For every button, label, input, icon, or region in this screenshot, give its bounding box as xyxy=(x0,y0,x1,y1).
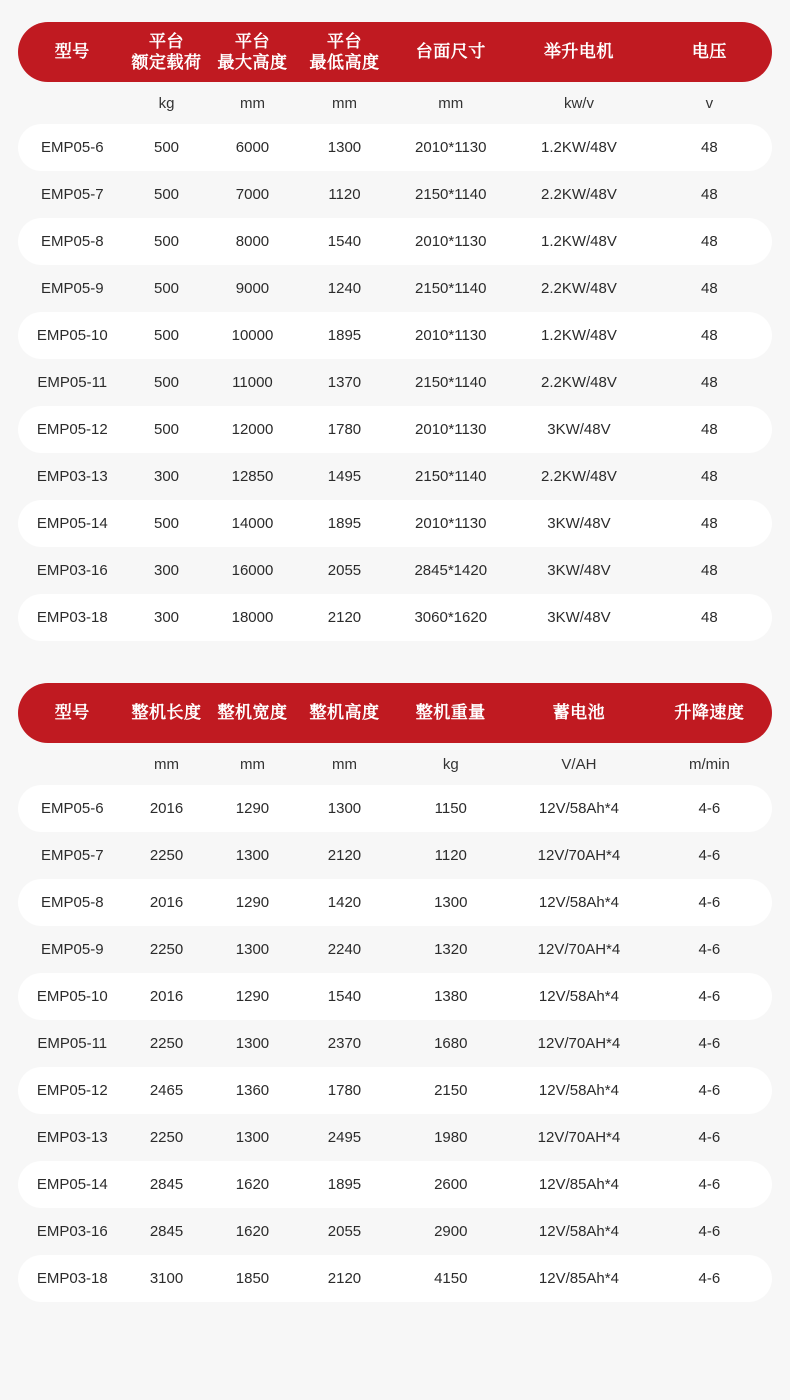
table-row xyxy=(18,926,772,973)
unit-cell: mm xyxy=(154,755,180,773)
data-cell: 12850 xyxy=(231,468,274,485)
data-cell: 2600 xyxy=(390,1161,511,1208)
column-header xyxy=(647,22,772,82)
data-cell: 48 xyxy=(701,562,718,579)
column-header xyxy=(127,683,207,743)
data-cell: 2495 xyxy=(327,1129,362,1146)
column-header xyxy=(18,683,127,743)
data-cell: 2250 xyxy=(149,847,184,864)
unit-cell: V/AH xyxy=(561,755,597,773)
tables-container xyxy=(18,22,772,1302)
model-cell: EMP03-13 xyxy=(36,1129,108,1146)
unit-cell: kg xyxy=(158,94,175,112)
column-header xyxy=(511,683,647,743)
column-header-line2: 额定载荷 xyxy=(131,53,202,72)
column-header-line1: 平台 xyxy=(326,31,362,51)
unit-cell: kw/v xyxy=(563,94,594,112)
data-cell: 48 xyxy=(701,374,718,391)
data-cell: 2150*1140 xyxy=(415,186,487,203)
data-cell: 1300 xyxy=(235,1035,270,1052)
data-cell: 2120 xyxy=(298,594,390,641)
table-row xyxy=(18,973,772,1020)
data-cell: 500 xyxy=(127,500,207,547)
data-cell: 8000 xyxy=(206,218,298,265)
data-cell: 2240 xyxy=(327,941,362,958)
data-cell: 2010*1130 xyxy=(390,312,511,359)
data-cell: 48 xyxy=(647,500,772,547)
model-cell: EMP03-18 xyxy=(18,1255,127,1302)
data-cell: 12V/58Ah*4 xyxy=(511,879,647,926)
data-cell: 1300 xyxy=(390,879,511,926)
model-cell: EMP05-14 xyxy=(18,1161,127,1208)
model-cell: EMP05-8 xyxy=(18,218,127,265)
column-header-line1: 举升电机 xyxy=(543,42,614,62)
data-cell: 18000 xyxy=(206,594,298,641)
data-cell: 12V/58Ah*4 xyxy=(511,973,647,1020)
data-cell: 14000 xyxy=(206,500,298,547)
data-cell: 48 xyxy=(647,594,772,641)
data-cell: 1540 xyxy=(298,973,390,1020)
data-cell: 1620 xyxy=(206,1161,298,1208)
table-row xyxy=(18,1255,772,1302)
table-header-row xyxy=(18,683,772,743)
data-cell: 2055 xyxy=(327,1223,362,1240)
data-cell: 1320 xyxy=(434,941,468,958)
data-cell: 1420 xyxy=(298,879,390,926)
unit-cell: v xyxy=(705,94,714,112)
data-cell: 500 xyxy=(154,374,180,391)
data-cell: 2250 xyxy=(149,1035,184,1052)
column-header xyxy=(298,683,390,743)
data-cell: 3KW/48V xyxy=(511,500,647,547)
model-cell: EMP05-9 xyxy=(41,941,104,958)
data-cell: 1370 xyxy=(327,374,362,391)
model-cell: EMP05-14 xyxy=(18,500,127,547)
data-cell: 2.2KW/48V xyxy=(541,280,617,297)
model-cell: EMP05-7 xyxy=(41,186,104,203)
table-row xyxy=(18,1020,772,1067)
table-row xyxy=(18,547,772,594)
data-cell: 12V/58Ah*4 xyxy=(511,785,647,832)
data-cell: 2845 xyxy=(127,1161,207,1208)
column-header-line1: 台面尺寸 xyxy=(415,42,486,62)
data-cell: 1495 xyxy=(327,468,362,485)
table-row xyxy=(18,785,772,832)
column-header xyxy=(511,22,647,82)
data-cell: 2.2KW/48V xyxy=(541,468,617,485)
table-row xyxy=(18,832,772,879)
machine-spec-table-grid xyxy=(18,683,772,1302)
model-cell: EMP05-10 xyxy=(18,973,127,1020)
data-cell: 1120 xyxy=(328,186,361,203)
data-cell: 4-6 xyxy=(698,1223,721,1240)
table-row xyxy=(18,171,772,218)
data-cell: 6000 xyxy=(206,124,298,171)
column-header-line1: 整机高度 xyxy=(309,703,380,723)
data-cell: 1540 xyxy=(298,218,390,265)
column-header-line1: 平台 xyxy=(149,31,185,51)
data-cell: 2010*1130 xyxy=(390,406,511,453)
column-header-line1: 整机宽度 xyxy=(217,703,288,723)
table-row xyxy=(18,1067,772,1114)
unit-cell: mm xyxy=(331,94,357,112)
data-cell: 3060*1620 xyxy=(390,594,511,641)
model-cell: EMP05-7 xyxy=(41,847,104,864)
column-header-line2: 最大高度 xyxy=(217,53,288,72)
data-cell: 12V/70AH*4 xyxy=(537,1035,621,1052)
data-cell: 4-6 xyxy=(698,1035,721,1052)
data-cell: 2845*1420 xyxy=(414,562,488,579)
unit-cell xyxy=(18,743,127,785)
data-cell: 2150*1140 xyxy=(415,280,487,297)
data-cell: 1300 xyxy=(298,124,390,171)
unit-row xyxy=(18,82,772,124)
data-cell: 2900 xyxy=(434,1223,468,1240)
data-cell: 1240 xyxy=(327,280,362,297)
data-cell: 4-6 xyxy=(647,973,772,1020)
data-cell: 1620 xyxy=(235,1223,270,1240)
data-cell: 2055 xyxy=(327,562,362,579)
data-cell: 2010*1130 xyxy=(390,500,511,547)
table-row xyxy=(18,265,772,312)
column-header xyxy=(127,22,207,82)
model-cell: EMP03-16 xyxy=(36,562,108,579)
machine-spec-table xyxy=(18,683,772,1302)
table-row xyxy=(18,218,772,265)
data-cell: 4-6 xyxy=(698,847,721,864)
data-cell: 10000 xyxy=(206,312,298,359)
column-header-line1: 型号 xyxy=(54,703,90,723)
unit-row xyxy=(18,743,772,785)
column-header-line1: 升降速度 xyxy=(674,703,745,723)
data-cell: 2465 xyxy=(127,1067,207,1114)
data-cell: 4-6 xyxy=(647,1067,772,1114)
column-header xyxy=(390,22,511,82)
data-cell: 1850 xyxy=(206,1255,298,1302)
data-cell: 500 xyxy=(127,312,207,359)
table-row xyxy=(18,500,772,547)
platform-spec-table xyxy=(18,22,772,641)
data-cell: 1150 xyxy=(390,785,511,832)
unit-cell: mm xyxy=(438,94,464,112)
data-cell: 2120 xyxy=(327,847,362,864)
data-cell: 9000 xyxy=(235,280,270,297)
data-cell: 4150 xyxy=(390,1255,511,1302)
data-cell: 4-6 xyxy=(647,785,772,832)
data-cell: 500 xyxy=(154,280,180,297)
data-cell: 2250 xyxy=(149,941,184,958)
table-row xyxy=(18,1114,772,1161)
data-cell: 1300 xyxy=(235,847,270,864)
table-row xyxy=(18,359,772,406)
model-cell: EMP05-6 xyxy=(18,785,127,832)
model-cell: EMP03-13 xyxy=(36,468,108,485)
data-cell: 2370 xyxy=(327,1035,362,1052)
data-cell: 16000 xyxy=(231,562,274,579)
data-cell: 48 xyxy=(647,312,772,359)
data-cell: 500 xyxy=(127,406,207,453)
data-cell: 12V/85Ah*4 xyxy=(511,1161,647,1208)
data-cell: 1895 xyxy=(298,500,390,547)
data-cell: 4-6 xyxy=(698,941,721,958)
data-cell: 3KW/48V xyxy=(511,406,647,453)
column-header xyxy=(206,683,298,743)
model-cell: EMP05-10 xyxy=(18,312,127,359)
unit-cell: kg xyxy=(442,755,459,773)
column-header xyxy=(298,22,390,82)
data-cell: 300 xyxy=(154,468,180,485)
data-cell: 2016 xyxy=(127,879,207,926)
table-header-row xyxy=(18,22,772,82)
model-cell: EMP05-12 xyxy=(18,406,127,453)
table-row xyxy=(18,879,772,926)
data-cell: 48 xyxy=(647,218,772,265)
data-cell: 48 xyxy=(701,280,718,297)
data-cell: 12V/58Ah*4 xyxy=(511,1067,647,1114)
data-cell: 1980 xyxy=(434,1129,468,1146)
platform-spec-table-grid xyxy=(18,22,772,641)
data-cell: 12V/58Ah*4 xyxy=(538,1223,619,1240)
column-header-line1: 电压 xyxy=(691,42,727,62)
data-cell: 12V/70AH*4 xyxy=(537,941,621,958)
column-header-line1: 型号 xyxy=(54,42,90,62)
model-cell: EMP05-12 xyxy=(18,1067,127,1114)
data-cell: 2016 xyxy=(127,973,207,1020)
data-cell: 1300 xyxy=(235,1129,270,1146)
data-cell: 3KW/48V xyxy=(511,594,647,641)
data-cell: 2010*1130 xyxy=(390,124,511,171)
data-cell: 1780 xyxy=(298,1067,390,1114)
data-cell: 2845 xyxy=(149,1223,184,1240)
model-cell: EMP05-9 xyxy=(41,280,104,297)
data-cell: 4-6 xyxy=(698,1129,721,1146)
model-cell: EMP05-8 xyxy=(18,879,127,926)
data-cell: 4-6 xyxy=(647,1161,772,1208)
data-cell: 1895 xyxy=(298,312,390,359)
data-cell: 1.2KW/48V xyxy=(511,312,647,359)
unit-cell: mm xyxy=(331,755,357,773)
data-cell: 1780 xyxy=(298,406,390,453)
data-cell: 2.2KW/48V xyxy=(541,374,617,391)
data-cell: 2250 xyxy=(149,1129,184,1146)
data-cell: 4-6 xyxy=(647,1255,772,1302)
table-row xyxy=(18,124,772,171)
column-header xyxy=(18,22,127,82)
data-cell: 2120 xyxy=(298,1255,390,1302)
data-cell: 2.2KW/48V xyxy=(541,186,617,203)
model-cell: EMP05-11 xyxy=(37,374,108,391)
data-cell: 7000 xyxy=(235,186,270,203)
column-header-line1: 蓄电池 xyxy=(552,703,606,723)
data-cell: 1290 xyxy=(206,973,298,1020)
table-row xyxy=(18,1161,772,1208)
data-cell: 48 xyxy=(701,468,718,485)
data-cell: 500 xyxy=(127,124,207,171)
column-header xyxy=(206,22,298,82)
data-cell: 1.2KW/48V xyxy=(511,124,647,171)
data-cell: 48 xyxy=(647,406,772,453)
data-cell: 11000 xyxy=(232,374,273,391)
data-cell: 1120 xyxy=(434,847,467,864)
data-cell: 2010*1130 xyxy=(390,218,511,265)
data-cell: 1895 xyxy=(298,1161,390,1208)
data-cell: 48 xyxy=(701,186,718,203)
data-cell: 12V/70AH*4 xyxy=(537,1129,621,1146)
column-header-line1: 整机长度 xyxy=(131,703,202,723)
table-row xyxy=(18,1208,772,1255)
table-row xyxy=(18,594,772,641)
data-cell: 1360 xyxy=(206,1067,298,1114)
data-cell: 12V/70AH*4 xyxy=(537,847,621,864)
column-header-line1: 整机重量 xyxy=(415,703,486,723)
data-cell: 1300 xyxy=(235,941,270,958)
model-cell: EMP05-11 xyxy=(37,1035,108,1052)
data-cell: 2150 xyxy=(390,1067,511,1114)
data-cell: 4-6 xyxy=(647,879,772,926)
data-cell: 2150*1140 xyxy=(415,374,487,391)
data-cell: 1300 xyxy=(298,785,390,832)
data-cell: 2150*1140 xyxy=(415,468,487,485)
data-cell: 48 xyxy=(647,124,772,171)
data-cell: 12V/85Ah*4 xyxy=(511,1255,647,1302)
unit-cell: mm xyxy=(239,755,265,773)
data-cell: 3KW/48V xyxy=(547,562,611,579)
data-cell: 1680 xyxy=(434,1035,468,1052)
data-cell: 3100 xyxy=(127,1255,207,1302)
data-cell: 300 xyxy=(127,594,207,641)
data-cell: 500 xyxy=(154,186,180,203)
data-cell: 1.2KW/48V xyxy=(511,218,647,265)
unit-cell xyxy=(18,82,127,124)
column-header-line1: 平台 xyxy=(234,31,270,51)
column-header xyxy=(390,683,511,743)
model-cell: EMP05-6 xyxy=(18,124,127,171)
model-cell: EMP03-18 xyxy=(18,594,127,641)
column-header xyxy=(647,683,772,743)
table-row xyxy=(18,406,772,453)
data-cell: 2016 xyxy=(127,785,207,832)
table-row xyxy=(18,453,772,500)
data-cell: 1290 xyxy=(206,785,298,832)
data-cell: 300 xyxy=(154,562,180,579)
data-cell: 1380 xyxy=(390,973,511,1020)
unit-cell: m/min xyxy=(688,755,730,773)
data-cell: 1290 xyxy=(206,879,298,926)
table-row xyxy=(18,312,772,359)
unit-cell: mm xyxy=(239,94,265,112)
data-cell: 12000 xyxy=(206,406,298,453)
data-cell: 500 xyxy=(127,218,207,265)
model-cell: EMP03-16 xyxy=(36,1223,108,1240)
column-header-line2: 最低高度 xyxy=(309,53,380,72)
